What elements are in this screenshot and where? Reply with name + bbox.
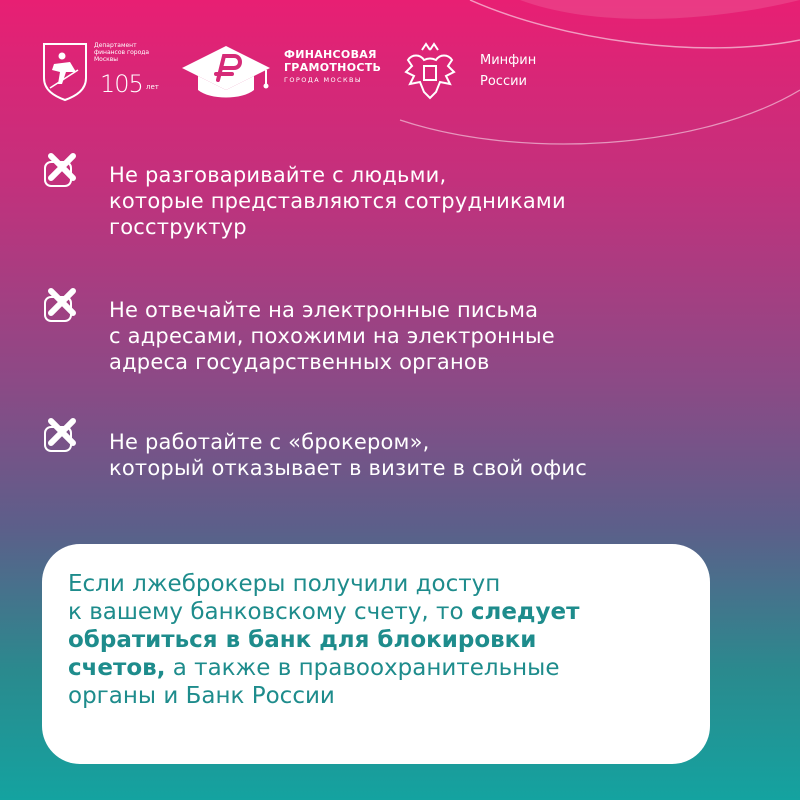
graduation-cap-ruble-icon	[178, 40, 274, 104]
cross-check-icon	[42, 150, 82, 190]
item-text: Не работайте с «брокером», который отказывает в визите в свой офис	[109, 430, 587, 480]
cross-check-icon	[42, 285, 82, 325]
years-number: 105	[100, 70, 143, 98]
financial-literacy-subtitle: ГОРОДА МОСКВЫ	[284, 76, 362, 84]
item-text: Не отвечайте на электронные письма с адресами, похожими на электронные адреса государственных органов	[109, 298, 555, 374]
info-card-text: Если лжеброкеры получили доступ к вашему банковскому счету, то следует обратиться в банк для блокировки счетов, а также в правоохранительные органы и Банк России	[68, 571, 580, 709]
years-suffix: лет	[146, 83, 159, 91]
double-headed-eagle-icon	[398, 40, 462, 104]
cross-check-icon	[42, 415, 82, 455]
financial-literacy-title: ФИНАНСОВАЯ ГРАМОТНОСТЬ	[284, 48, 382, 74]
header	[40, 38, 780, 108]
minfin-label: Минфин России	[480, 53, 537, 89]
moscow-coat-of-arms-icon	[40, 42, 100, 102]
item-text: Не разговаривайте с людьми, которые представляются сотрудниками госструктур	[109, 163, 566, 239]
department-text: Департамент финансов города Москвы	[94, 42, 150, 63]
info-card	[42, 544, 710, 764]
